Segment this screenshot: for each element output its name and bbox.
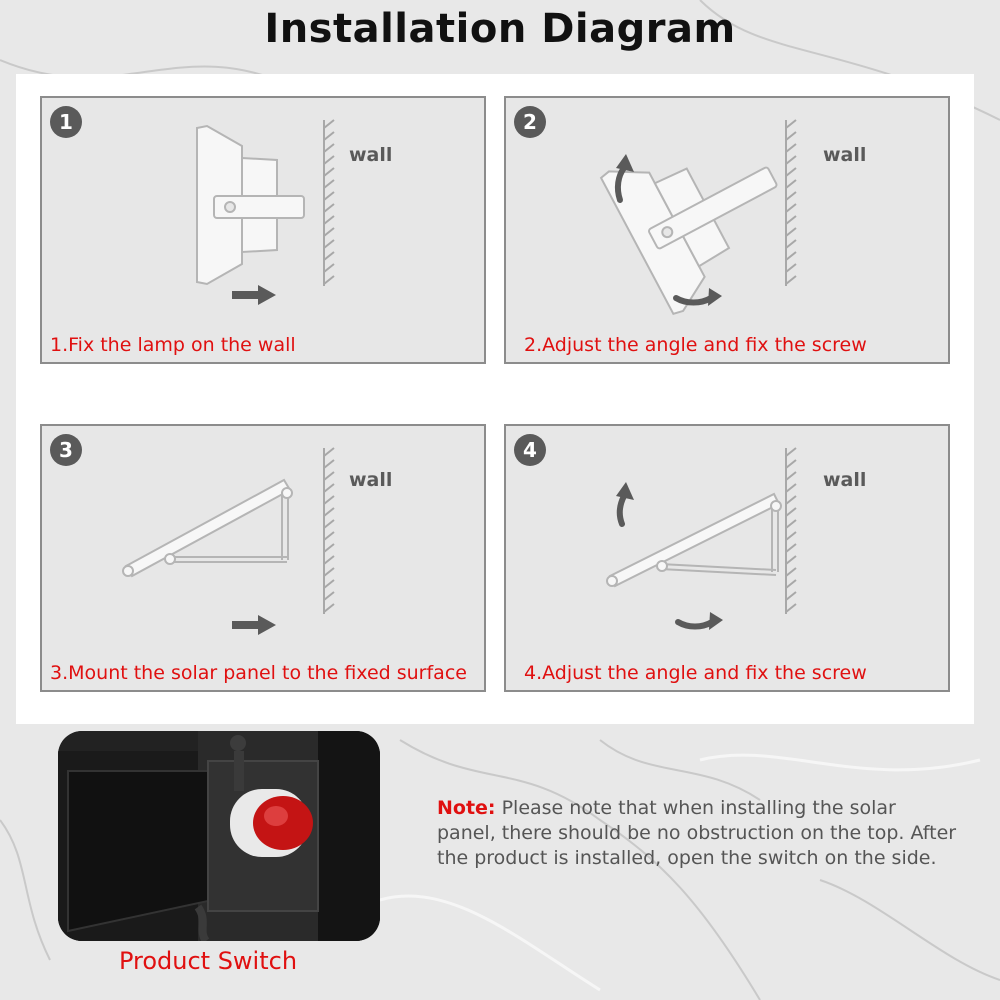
diagram-card <box>16 74 974 724</box>
arrow-head <box>616 154 634 172</box>
step-4-illustration <box>506 426 952 694</box>
solar-panel-bracket <box>607 494 781 586</box>
step-caption: 3.Mount the solar panel to the fixed surface <box>50 662 467 684</box>
arrow-right-icon <box>232 615 276 635</box>
wall-hatch <box>786 120 796 286</box>
step-1-panel <box>40 96 486 364</box>
page-title: Installation Diagram <box>264 6 736 52</box>
step-number-badge: 1 <box>50 106 82 138</box>
note-label: Note: <box>437 797 496 819</box>
wall-label: wall <box>823 469 867 491</box>
wall-hatch <box>786 448 796 614</box>
wall-label: wall <box>349 144 393 166</box>
step-caption: 2.Adjust the angle and fix the screw <box>524 334 867 356</box>
note-text: Please note that when installing the solar panel, there should be no obstruction on the top. After the product is installed, open the switch on the side. <box>437 797 957 869</box>
step-caption: 4.Adjust the angle and fix the screw <box>524 662 867 684</box>
arrow-right-icon <box>232 285 276 305</box>
step-2-panel <box>504 96 950 364</box>
step-2-illustration <box>506 98 952 366</box>
step-3-panel <box>40 424 486 692</box>
installation-note <box>437 796 957 871</box>
tilted-floodlight-lamp <box>600 105 808 316</box>
photo-caption: Product Switch <box>118 947 298 975</box>
step-number-badge: 2 <box>514 106 546 138</box>
arrow-head <box>709 612 723 630</box>
wall-label: wall <box>823 144 867 166</box>
step-1-illustration <box>42 98 488 366</box>
step-caption: 1.Fix the lamp on the wall <box>50 334 296 356</box>
floodlight-lamp <box>197 126 304 284</box>
step-number-badge: 4 <box>514 434 546 466</box>
step-number-badge: 3 <box>50 434 82 466</box>
product-switch-photo <box>58 731 380 941</box>
wall-label: wall <box>349 469 393 491</box>
wall-hatch <box>324 448 334 614</box>
arrow-head <box>708 288 722 306</box>
arrow-head <box>616 482 634 500</box>
red-push-switch-icon <box>58 731 380 941</box>
solar-panel-bracket <box>123 480 292 576</box>
step-4-panel <box>504 424 950 692</box>
step-3-illustration <box>42 426 488 694</box>
wall-hatch <box>324 120 334 286</box>
